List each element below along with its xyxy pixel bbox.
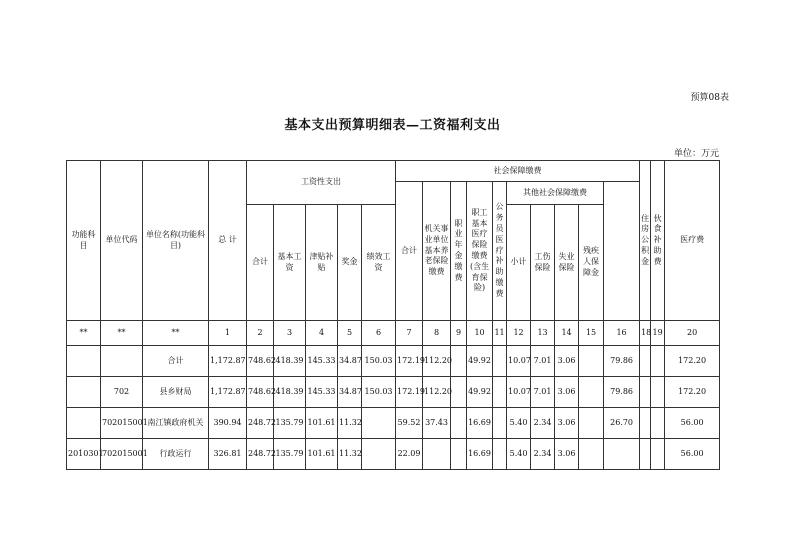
form-number: 预算08表 [690,93,729,103]
row-value [451,346,467,377]
row-value: 150.03 [362,377,396,408]
row-value: 3.06 [555,439,579,470]
header-meal: 伙食补助费 [651,161,665,321]
row-value: 418.39 [274,377,306,408]
row-unit-code: 702 [101,377,143,408]
header-pension: 机关事业单位基本养老保险缴费 [423,182,451,321]
row-value: 1,172.87 [209,346,247,377]
row-value: 112.20 [423,346,451,377]
col-no: 6 [362,321,396,346]
row-value: 7.01 [531,346,555,377]
col-no: ** [101,321,143,346]
header-social-total: 合计 [396,182,423,321]
row-value: 748.62 [247,377,274,408]
row-value [362,439,396,470]
row-value [493,346,507,377]
row-value: 5.40 [507,439,531,470]
row-value: 3.06 [555,408,579,439]
table-row [67,408,720,439]
header-allowance: 津贴补贴 [306,205,338,321]
budget-table [66,160,720,470]
row-unit-code [101,346,143,377]
row-value: 326.81 [209,439,247,470]
header-civil-medical: 公务员医疗补助缴费 [493,182,507,321]
header-other-social: 其他社会保障缴费 [507,182,604,205]
row-unit-name: 行政运行 [143,439,209,470]
col-no: ** [143,321,209,346]
row-value [640,377,651,408]
row-value: 390.94 [209,408,247,439]
row-value: 748.62 [247,346,274,377]
row-value: 418.39 [274,346,306,377]
row-value: 16.69 [467,439,493,470]
row-unit-name: 合计 [143,346,209,377]
header-wage-total: 合计 [247,205,274,321]
col-no: 10 [467,321,493,346]
row-unit-name: 南江镇政府机关 [143,408,209,439]
header-func-subject: 功能科目 [67,161,101,321]
header-performance: 绩效工资 [362,205,396,321]
table-row [67,346,720,377]
table-row [67,377,720,408]
row-value: 16.69 [467,408,493,439]
col-no: 18 [640,321,651,346]
row-value: 172.20 [665,377,720,408]
row-value [579,346,604,377]
row-value: 79.86 [604,346,640,377]
row-value: 56.00 [665,439,720,470]
row-value: 145.33 [306,346,338,377]
row-value: 135.79 [274,408,306,439]
row-value: 79.86 [604,377,640,408]
row-value [451,439,467,470]
header-basic-wage: 基本工资 [274,205,306,321]
row-value [579,439,604,470]
row-value: 101.61 [306,439,338,470]
col-no: 5 [338,321,362,346]
row-value [362,408,396,439]
row-value [579,377,604,408]
row-func-subject [67,346,101,377]
row-value: 49.92 [467,346,493,377]
row-value: 10.07 [507,346,531,377]
row-value: 34.87 [338,346,362,377]
header-housing: 住房公积金 [640,161,651,321]
row-func-subject [67,408,101,439]
header-unemployment: 失业保险 [555,205,579,321]
header-injury: 工伤保险 [531,205,555,321]
header-medical-fee: 医疗费 [665,161,720,321]
row-value: 2.34 [531,439,555,470]
row-value [451,408,467,439]
row-value: 34.87 [338,377,362,408]
row-value: 7.01 [531,377,555,408]
header-wage-group: 工资性支出 [247,161,396,205]
header-other-sub: 小计 [507,205,531,321]
row-value: 135.79 [274,439,306,470]
row-value: 150.03 [362,346,396,377]
col-no: 4 [306,321,338,346]
row-value: 1,172.87 [209,377,247,408]
col-no: 1 [209,321,247,346]
row-value: 145.33 [306,377,338,408]
row-value: 248.72 [247,439,274,470]
row-value: 26.70 [604,408,640,439]
header-occupational: 职业年金缴费 [451,182,467,321]
row-value: 248.72 [247,408,274,439]
table-row [67,439,720,470]
col-no: 11 [493,321,507,346]
header-bonus: 奖金 [338,205,362,321]
row-value [651,408,665,439]
row-value: 37.43 [423,408,451,439]
col-no: 19 [651,321,665,346]
row-value: 10.07 [507,377,531,408]
row-unit-code: 702015001 [101,439,143,470]
row-value: 56.00 [665,408,720,439]
table-body [67,346,720,470]
col-no: 7 [396,321,423,346]
row-value: 3.06 [555,346,579,377]
row-value: 3.06 [555,377,579,408]
row-value: 5.40 [507,408,531,439]
row-value: 49.92 [467,377,493,408]
row-value [604,439,640,470]
row-func-subject [67,377,101,408]
row-value [651,377,665,408]
col-no: 14 [555,321,579,346]
page-title: 基本支出预算明细表—工资福利支出 [284,118,501,133]
row-value: 22.09 [396,439,423,470]
row-unit-code: 702015001 [101,408,143,439]
col-no: 2 [247,321,274,346]
row-value: 172.20 [665,346,720,377]
col-no: 16 [604,321,640,346]
row-value [493,439,507,470]
header-medical: 职工基本医疗保险缴费(含生育保险) [467,182,493,321]
row-value: 172.19 [396,346,423,377]
row-value [640,346,651,377]
row-value: 11.32 [338,408,362,439]
row-value: 59.52 [396,408,423,439]
row-value [451,377,467,408]
row-value: 2.34 [531,408,555,439]
col-no: 8 [423,321,451,346]
col-no: 13 [531,321,555,346]
row-value: 101.61 [306,408,338,439]
col-no: 12 [507,321,531,346]
column-number-row [67,321,720,346]
unit-label: 单位：万元 [673,149,719,159]
header-disability: 残疾人保障金 [579,205,604,321]
row-value [640,439,651,470]
row-unit-name: 县乡财局 [143,377,209,408]
row-value [493,377,507,408]
row-value [651,346,665,377]
header-total: 总 计 [209,161,247,321]
row-value [493,408,507,439]
col-no: 9 [451,321,467,346]
col-no: 3 [274,321,306,346]
header-social-group: 社会保障缴费 [396,161,640,182]
col-no: 15 [579,321,604,346]
row-func-subject: 2010301 [67,439,101,470]
row-value [423,439,451,470]
col-no: ** [67,321,101,346]
row-value [651,439,665,470]
row-value: 11.32 [338,439,362,470]
row-value: 172.19 [396,377,423,408]
row-value: 112.20 [423,377,451,408]
header-unit-name: 单位名称(功能科目) [143,161,209,321]
row-value [579,408,604,439]
col-no: 20 [665,321,720,346]
header-unit-code: 单位代码 [101,161,143,321]
row-value [640,408,651,439]
